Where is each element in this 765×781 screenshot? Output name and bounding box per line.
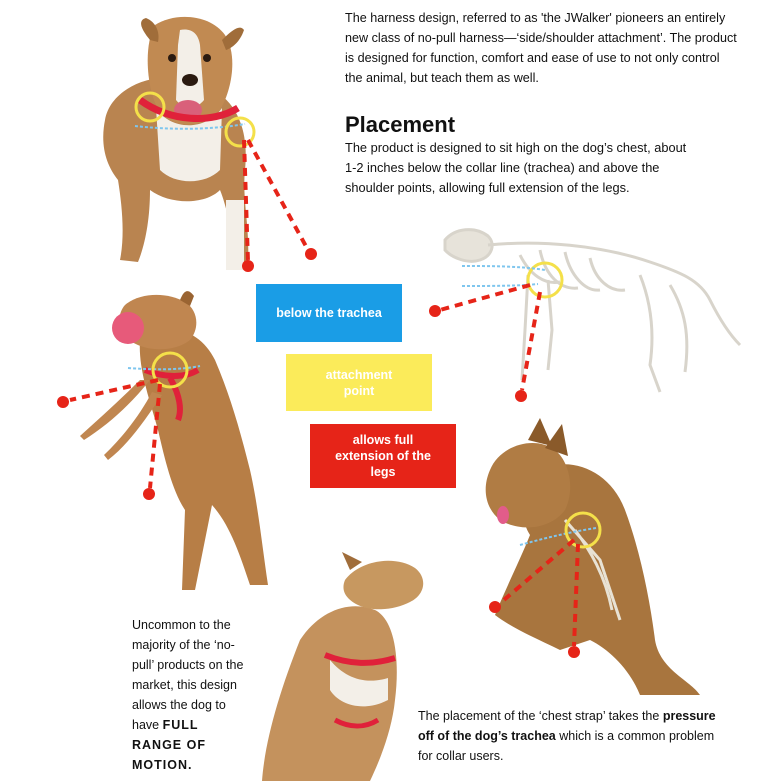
- pointer-dot: [242, 260, 254, 272]
- pointer-dot: [429, 305, 441, 317]
- placement-paragraph: The product is designed to sit high on the dog’s chest, about 1-2 inches below the collar line (trachea) and above the shoulder points, allowing full extension of the legs.: [345, 140, 687, 195]
- below-trachea-callout: [256, 284, 402, 342]
- dog-sitting-illustration: [262, 552, 423, 781]
- ball-icon: [112, 312, 144, 344]
- pointer-dot: [568, 646, 580, 658]
- callout-label: allows full extension of the legs: [335, 433, 431, 479]
- chest-strap-note: [418, 706, 718, 766]
- pointer-dot: [515, 390, 527, 402]
- note-emphasis: pressure off of the dog’s trachea: [418, 709, 716, 743]
- dog-jumping-illustration: [57, 291, 268, 590]
- callout-label: below the trachea: [276, 306, 382, 320]
- note-text-end: which is a common problem for collar users.: [418, 729, 715, 763]
- note-emphasis: FULL RANGE OF MOTION.: [132, 718, 206, 772]
- pointer-dot: [305, 248, 317, 260]
- attachment-point-callout: [286, 354, 432, 411]
- note-text: Uncommon to the majority of the ‘no-pull’ products on the market, this design allows the dog to have: [132, 618, 244, 732]
- pointer-dot: [143, 488, 155, 500]
- note-text: The placement of the ‘chest strap’ takes the: [418, 709, 663, 723]
- pointer-dot: [57, 396, 69, 408]
- range-of-motion-note: [132, 615, 252, 775]
- placement-heading: Placement: [345, 112, 456, 137]
- dog-skeleton-illustration: [445, 230, 740, 392]
- callout-label: attachment point: [325, 367, 393, 398]
- full-extension-callout: [310, 424, 456, 488]
- dog-shepherd-illustration: [486, 418, 700, 695]
- intro-paragraph: The harness design, referred to as 'the JWalker' pioneers an entirely new class of no-pull harness—‘side/shoulder attachment’. The product is designed for function, comfort and ease of use to not only control the animal, but teach them as well.: [345, 11, 737, 85]
- dog-standing-illustration: [103, 17, 317, 272]
- pointer-dot: [489, 601, 501, 613]
